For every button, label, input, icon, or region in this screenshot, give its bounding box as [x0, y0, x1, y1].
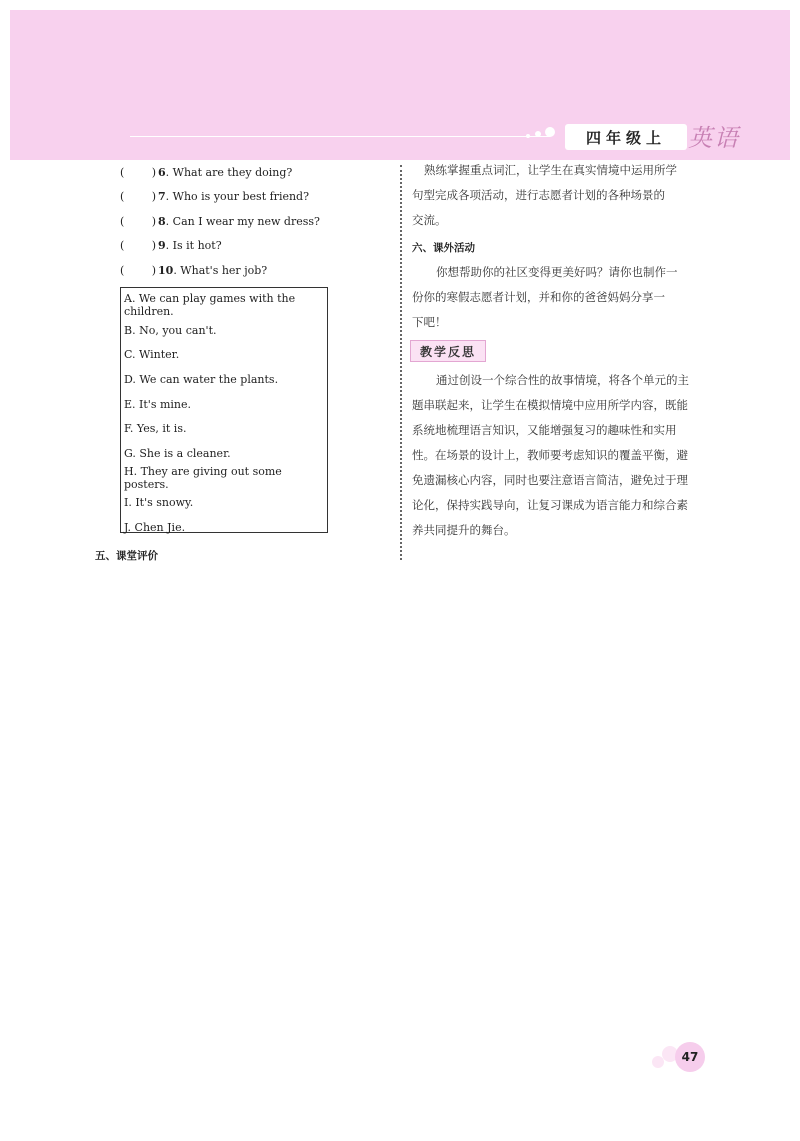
text-line: 养共同提升的舞台。 — [412, 523, 516, 537]
header-ornament-icon — [520, 122, 565, 152]
text-line: 你想帮助你的社区变得更美好吗？请你也制作一 — [436, 265, 678, 279]
answer-blank: ( ) — [120, 239, 156, 253]
answer-options-box — [120, 287, 328, 533]
page-number: 47 — [675, 1042, 705, 1072]
activity-paragraph — [412, 260, 708, 335]
subject-logo: 英语 — [688, 124, 740, 152]
text-line: 系统地梳理语言知识，又能增强复习的趣味性和实用 — [412, 423, 677, 437]
text-line: 熟练掌握重点词汇，让学生在真实情境中运用所学 — [424, 163, 677, 177]
answer-blank: ( ) — [120, 263, 156, 277]
intro-paragraph — [412, 158, 708, 233]
text-line: 交流。 — [412, 213, 447, 227]
question-text: . Is it hot? — [165, 239, 222, 253]
question-text: . Can I wear my new dress? — [165, 214, 320, 228]
question-number: 9 — [158, 239, 166, 253]
answer-option: A. We can play games with the children. — [124, 292, 296, 319]
text-line: 通过创设一个综合性的故事情境，将各个单元的主 — [436, 373, 689, 387]
answer-option: E. It's mine. — [124, 397, 191, 411]
answer-option: G. She is a cleaner. — [124, 446, 231, 460]
question-number: 6 — [158, 165, 166, 179]
reflection-badge: 教学反思 — [410, 340, 486, 362]
section-6-title: 六、课外活动 — [412, 242, 475, 254]
column-divider — [400, 165, 402, 560]
question-row — [120, 185, 320, 210]
question-list — [120, 160, 320, 283]
answer-blank: ( ) — [120, 190, 156, 204]
answer-option: B. No, you can't. — [124, 323, 217, 337]
text-line: 句型完成各项活动，进行志愿者计划的各种场景的 — [412, 188, 665, 202]
question-number: 10 — [158, 263, 174, 277]
question-row — [120, 234, 320, 259]
answer-option: H. They are giving out some posters. — [124, 465, 282, 492]
text-line: 性。在场景的设计上，教师要考虑知识的覆盖平衡，避 — [412, 448, 688, 462]
text-line: 论化，保持实践导向，让复习课成为语言能力和综合素 — [412, 498, 688, 512]
text-line: 免遗漏核心内容，同时也要注意语言简洁，避免过于理 — [412, 473, 688, 487]
header-rule — [130, 136, 550, 137]
answer-blank: ( ) — [120, 214, 156, 228]
section-5-title: 五、课堂评价 — [95, 550, 158, 562]
text-line: 题串联起来，让学生在模拟情境中应用所学内容，既能 — [412, 398, 688, 412]
answer-option: C. Winter. — [124, 348, 180, 362]
answer-option: J. Chen Jie. — [124, 521, 186, 535]
text-line: 下吧！ — [412, 315, 447, 329]
answer-option: I. It's snowy. — [124, 496, 194, 510]
answer-blank: ( ) — [120, 165, 156, 179]
answer-option: F. Yes, it is. — [124, 422, 187, 436]
question-number: 8 — [158, 214, 166, 228]
question-text: . What's her job? — [173, 263, 268, 277]
question-row — [120, 258, 320, 283]
question-text: . Who is your best friend? — [165, 190, 309, 204]
reflection-paragraph — [412, 368, 708, 543]
answer-option: D. We can water the plants. — [124, 372, 279, 386]
question-row — [120, 209, 320, 234]
question-number: 7 — [158, 190, 166, 204]
text-line: 份你的寒假志愿者计划，并和你的爸爸妈妈分享一 — [412, 290, 665, 304]
question-row — [120, 160, 320, 185]
grade-label: 四年级上 — [565, 124, 687, 150]
question-text: . What are they doing? — [165, 165, 293, 179]
